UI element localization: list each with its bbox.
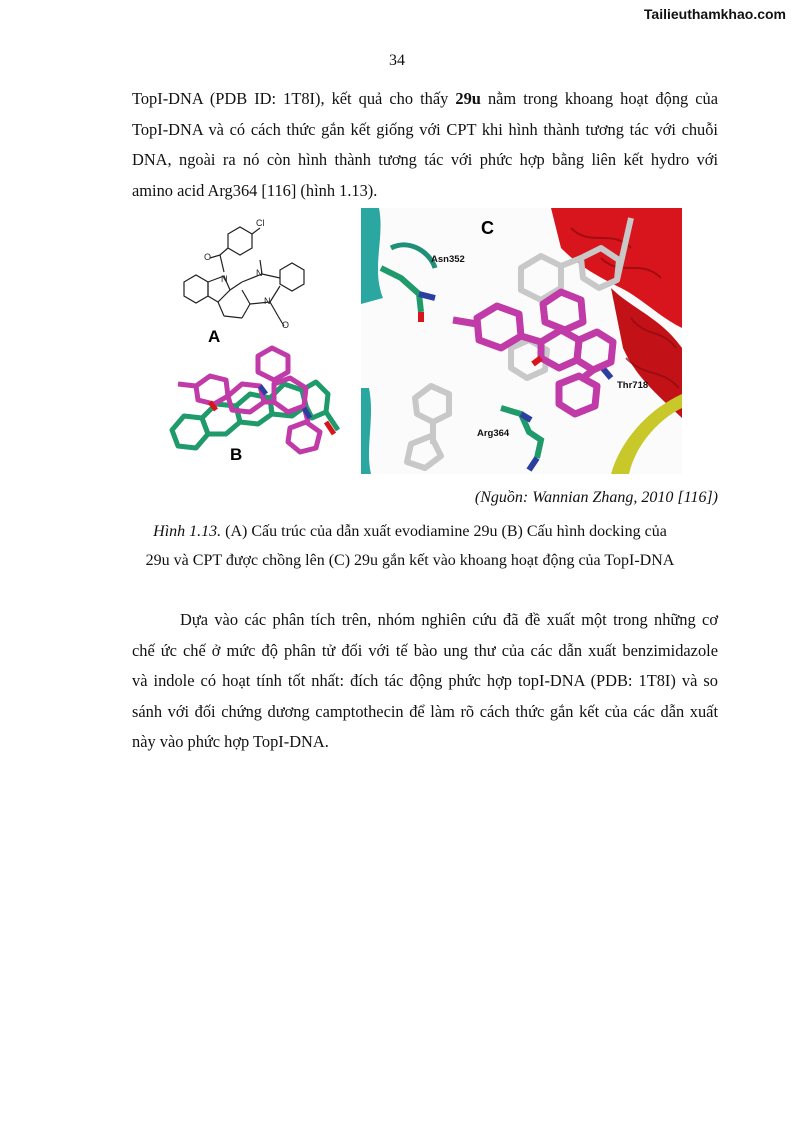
figure-caption [120,517,700,575]
figure-1-13 [166,208,682,474]
paragraph-2 [132,605,718,758]
binding-pocket-image [361,208,682,474]
panel-b-label: B [230,445,243,464]
paragraph-1-line-1: TopI-DNA (PDB ID: 1T8I), kết quả cho thấy 29u nằm trong khoang hoạt động của [132,89,719,108]
paragraph-1-line-4: amino acid Arg364 [116] (hình 1.13). [132,180,378,200]
chemical-structure-29u [184,227,304,326]
paragraph-1-line-3: DNA, ngoài ra nó còn hình thành tương tác với phức hợp bằng liên kết hydro với [132,150,718,170]
caption-line-2: 29u và CPT được chồng lên (C) 29u gắn kết vào khoang hoạt động của TopI-DNA [145,552,675,569]
residue-asn352-label: Asn352 [431,254,465,265]
residue-thr718-label: Thr718 [617,380,649,391]
panel-c-label: C [481,218,494,238]
panel-c [361,208,682,474]
compound-29u: 29u [455,89,481,108]
paragraph-2-line-3: và indole có hoạt tính tốt nhất: đích tác động phức hợp topI-DNA (PDB: 1T8I) và so [132,671,718,691]
figure-source: (Nguồn: Wannian Zhang, 2010 [116]) [474,489,718,506]
atom-cl-label: Cl [256,218,265,228]
paragraph-1 [132,84,718,206]
page-number: 34 [389,52,405,69]
panel-ab [166,208,356,474]
paragraph-2-line-2: chế ức chế ở mức độ phân tử đối với tế bào ung thư của các dẫn xuất benzimidazole [132,640,718,660]
atom-o-label-2: O [282,320,290,330]
atom-o-label-1: O [204,252,212,262]
caption-label: Hình 1.13. [153,523,222,540]
structure-and-docking-image [166,208,356,474]
atom-n-label-1: N [221,274,228,284]
caption-line-1: Hình 1.13. (A) Cấu trúc của dẫn xuất evodiamine 29u (B) Cấu hình docking của [153,523,667,540]
paragraph-2-line-5: này vào phức hợp TopI-DNA. [132,732,329,752]
panel-a-label: A [208,327,221,346]
atom-n-label-3: N [264,296,271,306]
residue-arg364-label: Arg364 [477,428,510,439]
site-watermark: Tailieuthamkhao.com [643,6,786,22]
paragraph-1-line-2: TopI-DNA và có cách thức gắn kết giống với CPT khi hình thành tương tác với chuỗi [132,119,718,139]
atom-n-label-2: N [256,268,263,278]
docking-overlay [172,348,338,452]
paragraph-2-line-4: sánh với đối chứng dương camptothecin để làm rõ cách thức gắn kết của các dẫn xuất [132,701,718,721]
paragraph-2-line-1: Dựa vào các phân tích trên, nhóm nghiên cứu đã đề xuất một trong những cơ [180,610,718,629]
